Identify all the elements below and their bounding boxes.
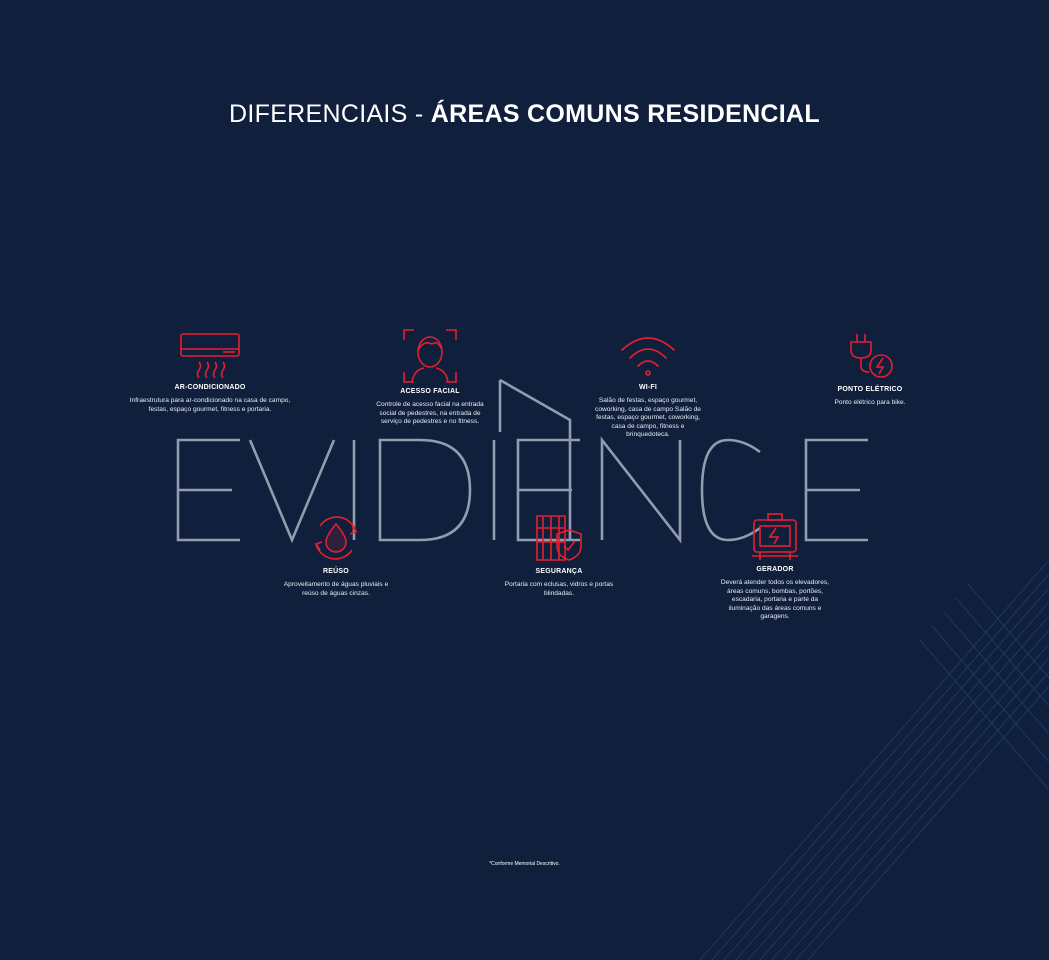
wifi-icon [618,330,678,380]
feature-title: SEGURANÇA [535,568,583,575]
feature-title: WI-FI [638,384,658,391]
security-gate-icon [531,512,587,564]
feature-description: Deverá atender todos os elevadores, áreas comuns, bombas, portões, escadaria, portaria e parte da iluminação das áreas comuns e garagens. [720,579,830,621]
feature-ar-condicionado [120,330,300,414]
feature-title: REÚSO [323,568,349,575]
electric-plug-icon [845,332,895,382]
footnote: *Conforme Memorial Descritivo. [489,861,560,867]
title-bold: ÁREAS COMUNS RESIDENCIAL [430,100,820,128]
title-light: DIFERENCIAIS - [229,100,431,128]
feature-description: Ponto elétrico para bike. [834,399,906,406]
face-recognition-icon [402,328,458,384]
page-title [0,100,1049,129]
feature-description: Aproveitamento de águas pluviais e reúso de águas cinzas. [283,581,389,597]
feature-description: Salão de festas, espaço gourmet, coworking, casa de campo Salão de festas, espaço gourmet, coworking, casa de campo, fitness e brinquedoteca. [595,397,701,439]
feature-title: GERADOR [756,566,794,573]
feature-gerador [716,512,834,622]
feature-wifi [592,330,704,440]
feature-description: Portaria com eclusas, vidros e portas blindadas. [504,581,614,597]
feature-description: Controle de acesso facial na entrada social de pedestres, na entrada de serviço de pedestres e no fitness. [376,401,484,426]
feature-description: Infraestrutura para ar-condicionado na casa de campo, festas, espaço gourmet, fitness e portaria. [129,397,291,413]
generator-icon [748,512,802,562]
feature-acesso-facial [374,328,486,427]
water-drop-recycle-icon [310,512,362,564]
feature-reuso [276,512,396,598]
feature-title: AR-CONDICIONADO [174,384,246,391]
feature-ponto-eletrico [810,332,930,408]
feature-seguranca [494,512,624,598]
feature-title: ACESSO FACIAL [400,388,460,395]
feature-title: PONTO ELÉTRICO [837,386,903,393]
air-conditioner-icon [179,330,241,380]
